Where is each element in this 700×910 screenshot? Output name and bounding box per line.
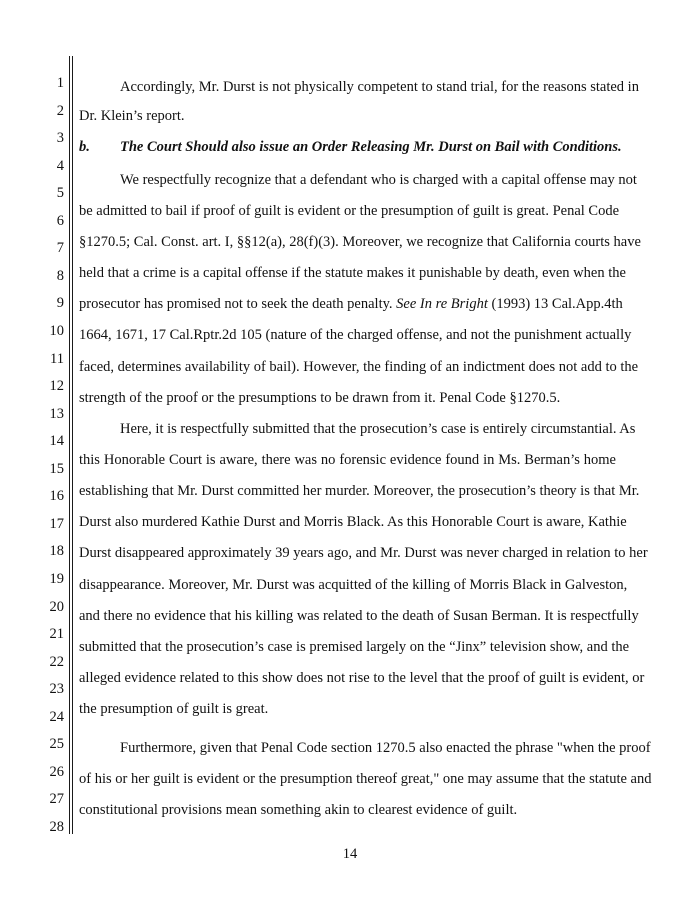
- left-margin-rule: [69, 56, 70, 834]
- line-number: 6: [56, 212, 64, 229]
- text-line: submitted that the prosecution’s case is premised largely on the “Jinx” television show, and the: [79, 639, 630, 655]
- section-heading: [79, 137, 622, 157]
- text-line: Accordingly, Mr. Durst is not physically competent to stand trial, for the reasons stated in: [120, 79, 639, 95]
- line-number: 12: [49, 378, 64, 395]
- line-number: 21: [49, 626, 64, 642]
- text-line: Durst disappeared approximately 39 years ago, and Mr. Durst was never charged in relation to her: [79, 545, 648, 561]
- text-line: alleged evidence related to this show does not rise to the level that the proof of guilt is evident, or: [79, 670, 645, 686]
- text-line: and there no evidence that his killing was related to the death of Susan Berman. It is respectfully: [79, 608, 639, 624]
- line-number: 22: [49, 653, 64, 670]
- line-number: 27: [49, 791, 64, 808]
- text-line: faced, determines availability of bail). However, the finding of an indictment does not add to the: [79, 359, 639, 375]
- text-line: constitutional provisions mean something akin to clearest evidence of guilt.: [79, 802, 518, 818]
- line-number: 4: [56, 157, 64, 174]
- text-line: establishing that Mr. Durst committed her murder. Moreover, the prosecution’s theory is that Mr.: [79, 483, 640, 499]
- line-number: 10: [49, 323, 64, 339]
- text-line: [79, 294, 623, 314]
- line-number: 1: [56, 75, 64, 91]
- line-number: 20: [49, 598, 64, 615]
- text-line: the presumption of guilt is great.: [79, 701, 269, 717]
- line-number: 17: [49, 515, 64, 532]
- line-number: 3: [56, 130, 64, 147]
- text-run: prosecutor has promised not to seek the death penalty.: [79, 296, 397, 312]
- section-title: The Court Should also issue an Order Releasing Mr. Durst on Bail with Conditions.: [120, 139, 622, 155]
- line-number: 2: [56, 102, 64, 119]
- text-line: Dr. Klein’s report.: [79, 108, 185, 124]
- line-number: 19: [49, 570, 64, 587]
- section-letter: b.: [79, 139, 90, 155]
- line-number: 26: [49, 763, 64, 780]
- line-number: 16: [49, 488, 64, 505]
- line-number: 15: [49, 460, 64, 477]
- text-line: of his or her guilt is evident or the presumption thereof great," one may assume that the statute and: [79, 771, 652, 787]
- text-line: disappearance. Moreover, Mr. Durst was acquitted of the killing of Morris Black in Galveston,: [79, 577, 628, 593]
- text-line: this Honorable Court is aware, there was no forensic evidence found in Ms. Berman’s home: [79, 452, 616, 468]
- line-number: 13: [49, 405, 64, 422]
- text-line: be admitted to bail if proof of guilt is evident or the presumption of guilt is great. Penal Code: [79, 203, 620, 219]
- line-number: 9: [56, 295, 64, 312]
- text-line: Furthermore, given that Penal Code section 1270.5 also enacted the phrase "when the proof: [120, 740, 651, 756]
- line-number: 28: [49, 818, 64, 835]
- line-number: 14: [49, 433, 64, 450]
- line-number: 24: [49, 708, 64, 725]
- page-number: 14: [342, 846, 358, 862]
- line-number: 5: [56, 185, 64, 202]
- text-line: strength of the proof or the presumptions to be drawn from it. Penal Code §1270.5.: [79, 390, 561, 406]
- text-line: §1270.5; Cal. Const. art. I, §§12(a), 28(f)(3). Moreover, we recognize that California courts have: [79, 234, 641, 250]
- line-number: 23: [49, 681, 64, 698]
- line-number: 25: [49, 736, 64, 753]
- left-margin-rule-inner: [72, 56, 73, 834]
- line-number: 8: [56, 267, 64, 284]
- text-run: (1993) 13 Cal.App.4th: [487, 296, 623, 312]
- text-line: held that a crime is a capital offense if the statute makes it punishable by death, even when the: [79, 265, 626, 281]
- text-line: We respectfully recognize that a defendant who is charged with a capital offense may not: [120, 172, 637, 188]
- line-number: 18: [49, 543, 64, 560]
- text-line: 1664, 1671, 17 Cal.Rptr.2d 105 (nature of the charged offense, and not the punishment actually: [79, 327, 632, 343]
- line-number: 7: [56, 240, 64, 257]
- text-line: Durst also murdered Kathie Durst and Morris Black. As this Honorable Court is aware, Kathie: [79, 514, 627, 530]
- text-line: Here, it is respectfully submitted that the prosecution’s case is entirely circumstantial. As: [120, 421, 636, 437]
- line-number: 11: [50, 350, 64, 367]
- case-citation: See In re Bright: [396, 296, 488, 312]
